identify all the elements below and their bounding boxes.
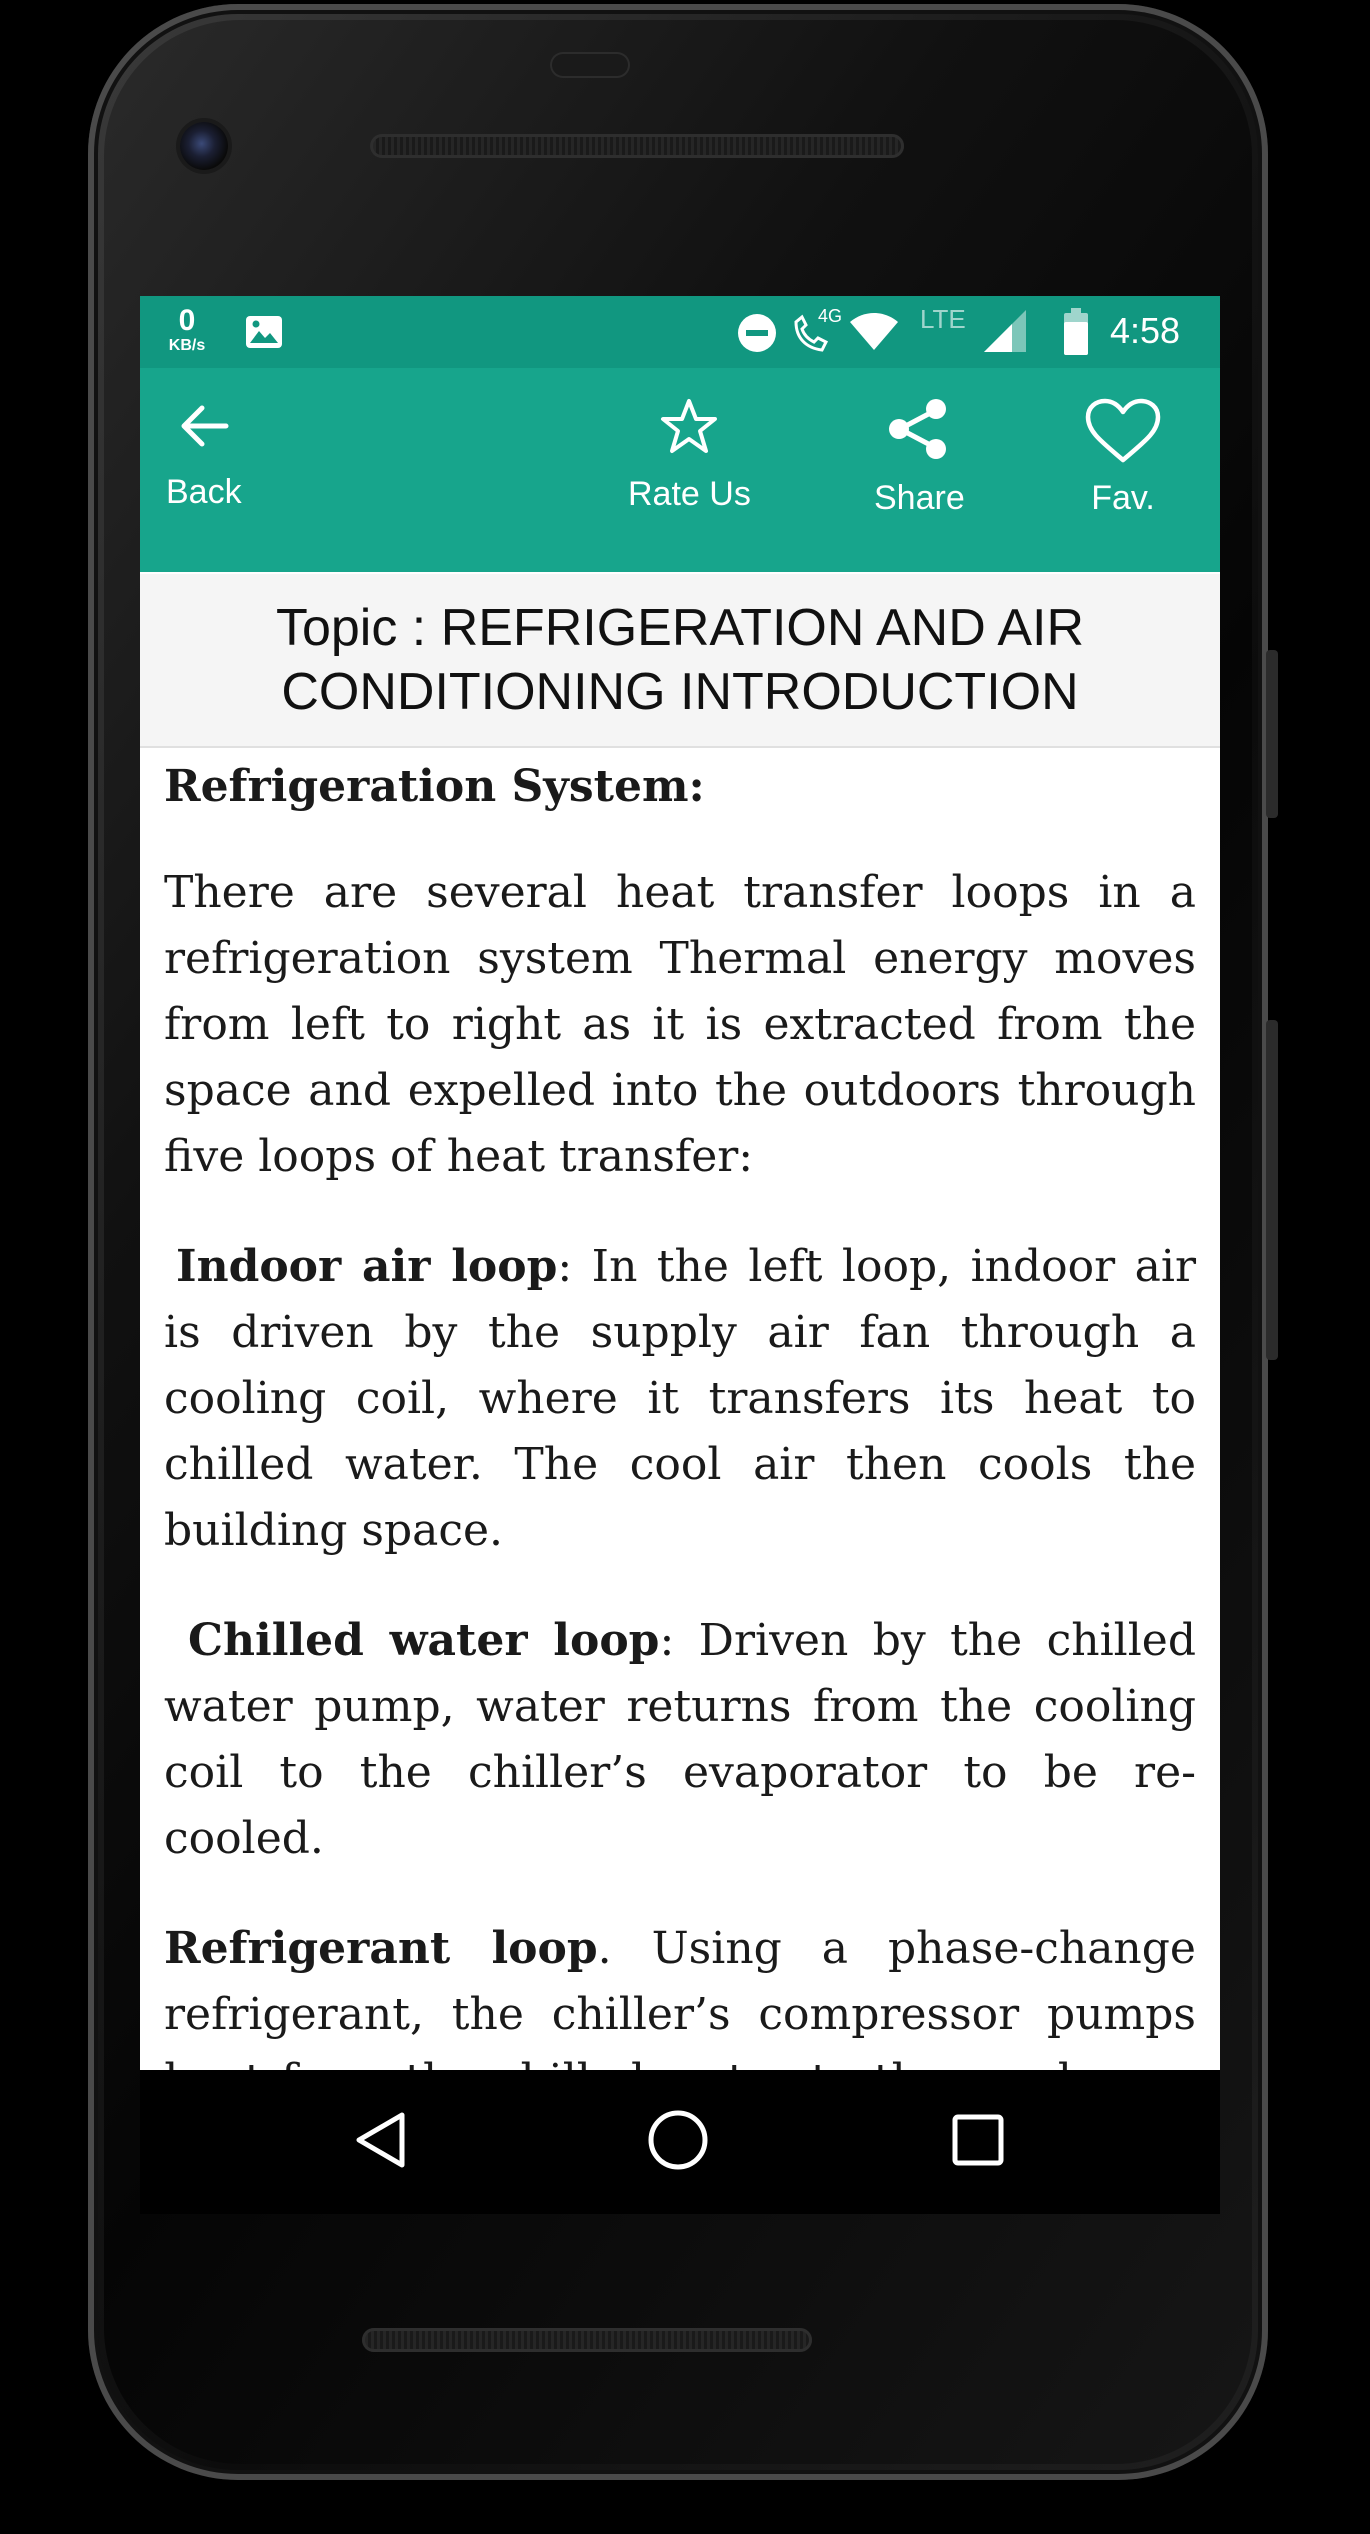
top-sensor-slot xyxy=(550,52,630,78)
heart-icon xyxy=(1084,398,1162,469)
rate-us-label: Rate Us xyxy=(628,475,751,513)
system-nav-bar xyxy=(140,2070,1220,2214)
article-heading: Refrigeration System: xyxy=(164,761,705,812)
network-speed-value: 0 xyxy=(178,304,196,337)
network-speed-unit: KB/s xyxy=(168,337,206,354)
section-term: Refrigerant loop xyxy=(164,1923,598,1974)
section-separator: : xyxy=(659,1615,675,1666)
wifi-icon xyxy=(848,310,900,359)
triangle-back-icon xyxy=(352,2110,408,2175)
front-camera xyxy=(180,122,228,170)
volume-button xyxy=(1266,1020,1278,1360)
arrow-back-icon xyxy=(176,398,232,459)
section-separator: . xyxy=(597,1923,612,1974)
earpiece-speaker xyxy=(370,134,904,158)
power-button xyxy=(1266,650,1278,818)
screen xyxy=(140,296,1220,2070)
battery-icon xyxy=(1062,308,1090,361)
volte-label: 4G xyxy=(818,306,843,326)
section-indoor-air-loop xyxy=(164,1234,1196,1564)
image-notification-icon xyxy=(244,312,284,357)
article-intro: There are several heat transfer loops in a refrigeration system Thermal energy moves from left to right as it is extracted from the space and expelled into the outdoors through five loops of heat transfer: xyxy=(164,867,1196,1182)
section-text: Driven by the chilled water pump, water returns from the cooling coil to the chiller’s evaporator to be re-cooled. xyxy=(164,1615,1196,1864)
back-button[interactable] xyxy=(166,398,242,512)
section-separator: : xyxy=(557,1241,573,1292)
status-bar xyxy=(140,296,1220,368)
share-label: Share xyxy=(874,479,965,517)
section-chilled-water-loop xyxy=(164,1608,1196,1872)
bottom-speaker xyxy=(362,2328,812,2352)
nav-recents-button[interactable] xyxy=(940,2104,1016,2180)
section-term: Indoor air loop xyxy=(176,1241,558,1292)
nav-back-button[interactable] xyxy=(342,2104,418,2180)
favorite-button[interactable] xyxy=(1084,398,1162,518)
network-type-label: LTE xyxy=(920,304,966,334)
share-icon xyxy=(884,398,954,465)
fav-label: Fav. xyxy=(1091,479,1155,517)
square-recents-icon xyxy=(950,2112,1006,2173)
clock: 4:58 xyxy=(1110,310,1181,351)
topic-header xyxy=(140,574,1220,748)
section-text: In the left loop, indoor air is driven by the supply air fan through a cooling coil, where it transfers its heat to chilled water. The cool air then cools the building space. xyxy=(164,1241,1196,1556)
star-icon xyxy=(659,398,719,461)
share-button[interactable] xyxy=(874,398,965,518)
article-content xyxy=(164,754,1196,2224)
signal-icon xyxy=(982,308,1028,359)
app-toolbar xyxy=(140,368,1220,572)
back-label: Back xyxy=(166,473,242,511)
rate-us-button[interactable] xyxy=(628,398,751,514)
nav-home-button[interactable] xyxy=(640,2104,716,2180)
section-text: Using a phase-change refrigerant, the chiller’s compressor pumps xyxy=(164,1923,1196,2040)
topic-title: Topic : REFRIGERATION AND AIR CONDITIONING INTRODUCTION xyxy=(275,599,1085,721)
do-not-disturb-icon xyxy=(736,312,778,359)
circle-home-icon xyxy=(646,2108,710,2177)
section-term: Chilled water loop xyxy=(188,1615,660,1666)
network-speed xyxy=(164,306,210,354)
